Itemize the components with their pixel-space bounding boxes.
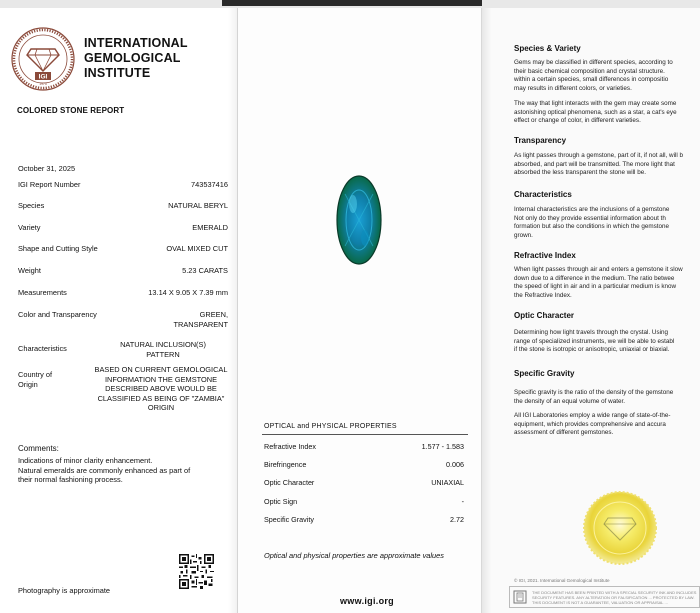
comment-line: their normal fashioning process. bbox=[18, 475, 123, 484]
field-label: IGI Report Number bbox=[18, 180, 81, 189]
section-line: When light passes through air and enters a gemstone it slow bbox=[514, 266, 683, 273]
section-spacer bbox=[514, 93, 700, 100]
field-value bbox=[86, 365, 236, 413]
report-date-text: October 31, 2025 bbox=[18, 164, 76, 173]
igi-logo-icon bbox=[11, 27, 75, 91]
section-line: As light passes through a gemstone, part of it, if not all, will b bbox=[514, 152, 684, 159]
logo-year: 1975 bbox=[39, 82, 47, 86]
field-value-line: NATURAL INCLUSION(S) bbox=[120, 340, 206, 349]
field-value: 743537416 bbox=[191, 180, 228, 189]
section-line: absorbed the less transparent the stone will be. bbox=[514, 169, 646, 176]
field-value bbox=[98, 340, 228, 359]
section-heading: Optic Character bbox=[514, 311, 575, 320]
section-line: Internal characteristics are the inclusions of a gemstone bbox=[514, 206, 670, 213]
field-label: Characteristics bbox=[18, 344, 67, 353]
section-line: absorbed, and part will be transmitted. The more light that bbox=[514, 160, 675, 168]
optical-value: UNIAXIAL bbox=[431, 478, 464, 487]
logo-text: IGI bbox=[38, 73, 48, 81]
section-line: Gems may be classified in different species, according to bbox=[514, 59, 673, 66]
field-value-line: DESCRIBED ABOVE WOULD BE bbox=[105, 384, 217, 393]
optical-label: Birefringence bbox=[264, 460, 307, 469]
section-line: their basic chemical composition and crystal structure. bbox=[514, 67, 665, 75]
section-line: within a certain species, small differences in compositio bbox=[514, 76, 669, 83]
section-heading: Refractive Index bbox=[514, 251, 576, 260]
section-heading: Specific Gravity bbox=[514, 369, 575, 378]
section-line: formation but also the conditions in which the gemstone bbox=[514, 223, 670, 230]
field-value-line: TRANSPARENT bbox=[173, 319, 228, 329]
field-label-line: Country of bbox=[18, 370, 53, 379]
document-security-icon bbox=[513, 590, 527, 604]
optical-row bbox=[264, 497, 464, 506]
org-name-line: INTERNATIONAL bbox=[84, 36, 188, 50]
field-row bbox=[18, 365, 228, 415]
optical-row bbox=[264, 460, 464, 469]
field-label: Shape and Cutting Style bbox=[18, 244, 98, 253]
comments-heading: Comments: bbox=[18, 444, 59, 453]
fold-shadow bbox=[482, 8, 492, 613]
emerald-photo-icon bbox=[335, 174, 383, 266]
report-middle-panel bbox=[238, 8, 482, 613]
website-link[interactable]: www.igi.org bbox=[340, 596, 394, 606]
optical-properties-title: OPTICAL and PHYSICAL PROPERTIES bbox=[264, 423, 397, 430]
section-line: grown. bbox=[514, 231, 533, 239]
field-row bbox=[18, 340, 228, 362]
optical-value: 2.72 bbox=[450, 515, 464, 524]
comments-body bbox=[18, 456, 230, 485]
report-title: COLORED STONE REPORT bbox=[17, 106, 125, 115]
field-value: OVAL MIXED CUT bbox=[166, 244, 228, 253]
optical-approx-note: Optical and physical properties are approximate values bbox=[264, 551, 444, 560]
hologram-seal-icon bbox=[582, 490, 658, 566]
section-heading: Characteristics bbox=[514, 190, 572, 199]
section-line: assessment of different gemstones. bbox=[514, 429, 614, 436]
optical-label: Optic Character bbox=[264, 478, 315, 487]
field-value-line: GREEN, bbox=[199, 310, 228, 319]
section-line: the Refractive Index. bbox=[514, 291, 572, 299]
comment-line: Natural emeralds are commonly enhanced as part of bbox=[18, 465, 191, 475]
org-name-line: GEMOLOGICAL bbox=[84, 51, 181, 65]
optical-label: Optic Sign bbox=[264, 497, 298, 506]
section-body bbox=[514, 206, 700, 240]
field-label: Species bbox=[18, 201, 45, 210]
field-value: 5.23 CARATS bbox=[182, 266, 228, 275]
optical-row bbox=[264, 515, 464, 524]
report-info-panel bbox=[482, 8, 700, 613]
section-line: All IGI Laboratories employ a wide range of state-of-the- bbox=[514, 412, 671, 419]
field-value-line: ORIGIN bbox=[147, 403, 175, 412]
field-value-line: INFORMATION THE GEMSTONE bbox=[104, 374, 218, 384]
section-line: the speed of light in air and in a particular medium is know bbox=[514, 283, 677, 290]
security-footer-text: THE DOCUMENT HAS BEEN PRINTED WITH A SPECIAL SECURITY INK AND INCLUDES SECURITY FEATURES. ANY ALTERATION OR FALSIFICATION ... PROTECTED BY LAW. THIS DOCUMENT IS NOT A GUARANTEE, VALUATION OR APPRAISAL ... bbox=[532, 590, 697, 605]
section-line: equipment, which provides comprehensive and accura bbox=[514, 420, 666, 428]
field-value: 13.14 X 9.05 X 7.39 mm bbox=[148, 288, 228, 297]
section-line: range of specialized instruments, we will be able to establ bbox=[514, 337, 675, 345]
section-line: the density of an equal volume of water. bbox=[514, 397, 625, 405]
org-name-line: INSTITUTE bbox=[84, 66, 151, 80]
field-value-line: BASED ON CURRENT GEMOLOGICAL bbox=[94, 365, 228, 374]
field-label: Color and Transparency bbox=[18, 310, 97, 319]
section-line: Specific gravity is the ratio of the density of the gemstone bbox=[514, 389, 674, 396]
field-label: Variety bbox=[18, 223, 41, 232]
section-line: if the stone is isotropic or anisotropic, uniaxial or biaxial. bbox=[514, 346, 670, 353]
optical-properties-divider bbox=[262, 434, 468, 435]
field-label: Weight bbox=[18, 266, 41, 275]
field-label: Measurements bbox=[18, 288, 67, 297]
section-body bbox=[514, 389, 700, 438]
top-edge-dark-band bbox=[222, 0, 482, 6]
section-heading: Transparency bbox=[514, 136, 567, 145]
section-line: down due to a difference in the medium. The ratio betwee bbox=[514, 274, 675, 282]
section-body bbox=[514, 329, 700, 355]
section-heading: Species & Variety bbox=[514, 44, 581, 53]
field-value-line: PATTERN bbox=[146, 349, 180, 359]
section-line: The way that light interacts with the gem may create some bbox=[514, 100, 677, 107]
optical-row bbox=[264, 478, 464, 487]
optical-row bbox=[264, 442, 464, 451]
section-body bbox=[514, 152, 700, 178]
field-value-line: CLASSIFIED AS BEING OF "ZAMBIA" bbox=[97, 393, 225, 403]
report-front-panel bbox=[0, 8, 238, 613]
field-label-line: Origin bbox=[18, 379, 38, 389]
copyright-text: © IGI, 2021. International Gemological Institute bbox=[514, 578, 610, 583]
field-value bbox=[98, 310, 228, 329]
field-value: NATURAL BERYL bbox=[168, 201, 228, 210]
optical-label: Refractive Index bbox=[264, 442, 316, 451]
field-row bbox=[18, 310, 228, 332]
optical-value: 1.577 - 1.583 bbox=[421, 442, 464, 451]
photography-note: Photography is approximate bbox=[18, 586, 111, 595]
top-edge-strip bbox=[0, 0, 700, 8]
security-footer bbox=[509, 586, 700, 608]
section-line: effect or change of color, in different varieties. bbox=[514, 117, 641, 124]
optical-label: Specific Gravity bbox=[264, 515, 314, 524]
fold-shadow bbox=[228, 8, 238, 613]
section-body bbox=[514, 266, 700, 300]
section-line: Determining how light travels through the crystal. Using bbox=[514, 329, 668, 336]
org-name bbox=[84, 36, 188, 81]
optical-value: 0.006 bbox=[446, 460, 464, 469]
section-body bbox=[514, 59, 700, 126]
section-line: may results in different colors, or varieties. bbox=[514, 84, 632, 92]
qr-code-icon[interactable] bbox=[179, 554, 214, 589]
optical-value: - bbox=[461, 497, 464, 506]
field-value: EMERALD bbox=[192, 223, 228, 232]
comment-line: Indications of minor clarity enhancement. bbox=[18, 456, 153, 465]
section-line: Not only do they provide essential information about th bbox=[514, 214, 666, 222]
section-line: astonishing optical phenomena, such as a star, a cat's eye bbox=[514, 108, 677, 116]
